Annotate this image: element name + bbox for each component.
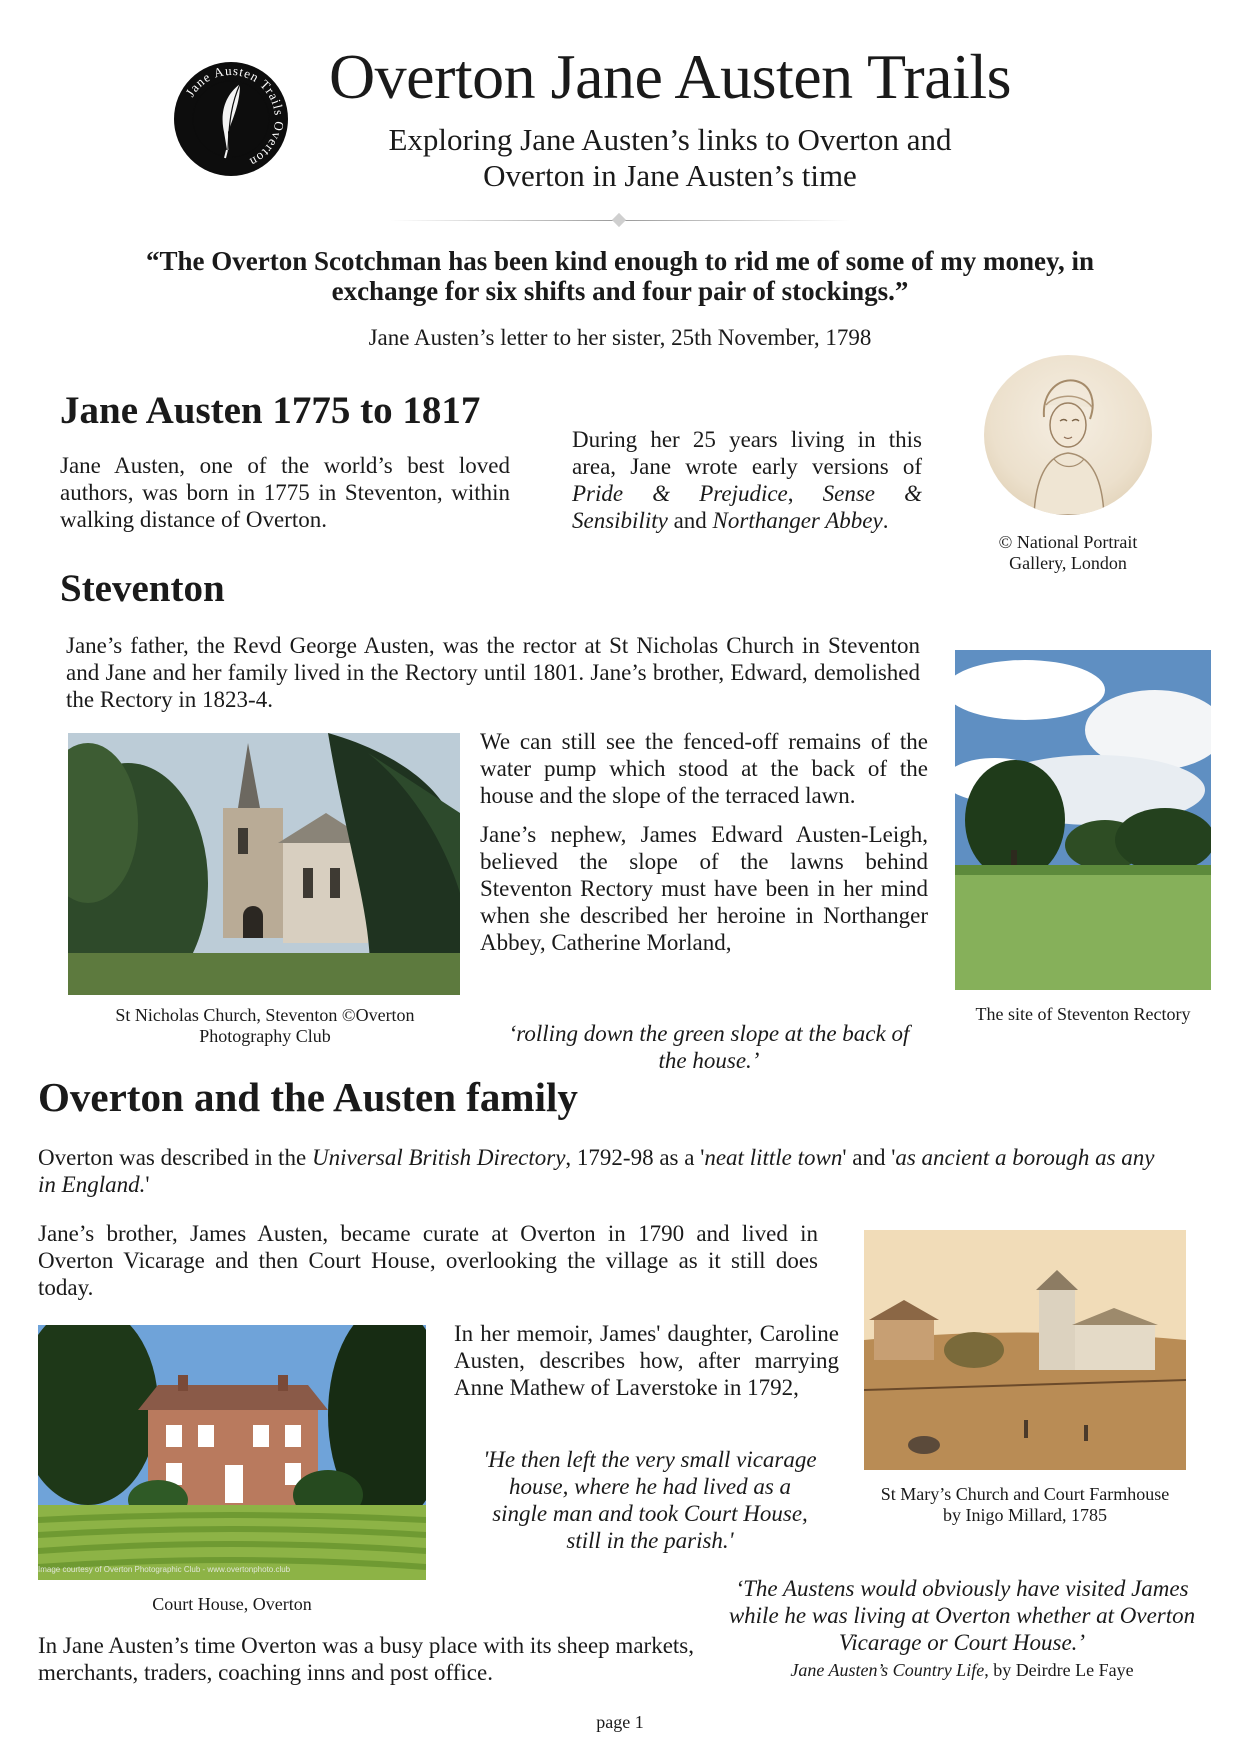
rectory-caption: The site of Steventon Rectory — [975, 1004, 1191, 1024]
busy-overton-paragraph: In Jane Austen’s time Overton was a busy place with its sheep markets, merchants, traders, coaching inns and post office. — [38, 1633, 694, 1685]
subtitle-line-1: Exploring Jane Austen’s links to Overton and — [388, 122, 952, 157]
le-faye-quote: ‘The Austens would obviously have visited James while he was living at Overton whether at Overton Vicarage or Court House.’ — [728, 1576, 1196, 1655]
le-faye-source — [722, 1660, 1202, 1681]
court-house-photo — [38, 1325, 426, 1580]
james-austen-paragraph: Jane’s brother, James Austen, became curate at Overton in 1790 and lived in Overton Vicarage and then Court House, overlooking the village as it still does today. — [38, 1221, 818, 1300]
st-nicholas-church-photo — [68, 733, 460, 995]
letter-quote-line-2: exchange for six shifts and four pair of stockings.” — [331, 276, 909, 306]
intro-text: ' — [145, 1172, 150, 1197]
neat-little-town-quote: neat little town — [704, 1145, 843, 1170]
divider-ornament — [612, 213, 626, 227]
page-subtitle — [290, 122, 1050, 194]
steventon-intro: Jane’s father, the Revd George Austen, was the rector at St Nicholas Church in Steventon and Jane and her family lived in the Rectory until 1801. Jane’s brother, Edward, demolished the Rectory in 1823-4. — [66, 633, 920, 712]
svg-text:Jane Austen Trails Overton: Jane Austen Trails Overton — [182, 62, 288, 171]
letter-quote — [100, 246, 1140, 306]
ancient-borough-quote: as ancient a borough as any in England. — [38, 1145, 1155, 1197]
work-northanger-abbey: Northanger Abbey — [712, 508, 883, 533]
court-house-photo-credit: Image courtesy of Overton Photographic Club - www.overtonphoto.club — [38, 1565, 291, 1574]
memoir-quote: 'He then left the very small vicarage house, where he had lived as a single man and took Court House, still in the parish.' — [483, 1447, 817, 1553]
work-pride-prejudice: Pride & Prejudice — [572, 481, 788, 506]
steventon-text-column — [480, 728, 928, 956]
portrait-caption-line-2: Gallery, London — [1009, 553, 1127, 573]
court-house-caption: Court House, Overton — [152, 1594, 312, 1614]
letter-quote-line-1: “The Overton Scotchman has been kind enough to rid me of some of my money, in — [145, 246, 1095, 276]
works-end: . — [882, 508, 889, 533]
church-caption — [80, 1005, 450, 1047]
works-separator: , — [787, 481, 823, 506]
intro-text: ' and ' — [842, 1145, 896, 1170]
country-life-title: Jane Austen’s Country Life — [790, 1660, 985, 1680]
painting-caption — [864, 1484, 1186, 1526]
austen-leigh-paragraph: Jane’s nephew, James Edward Austen-Leigh, believed the slope of the lawns behind Steventon Rectory must have been in her mind when she described her heroine in Northanger Abbey, Catherine Morland, — [480, 822, 928, 955]
jane-works-paragraph — [572, 426, 922, 534]
work-sense-sensibility: Sense & Sensibility — [572, 481, 922, 533]
painting-caption-line-1: St Mary’s Church and Court Farmhouse — [880, 1484, 1170, 1504]
overton-intro — [38, 1144, 1178, 1198]
le-faye-author: , by Deirdre Le Faye — [984, 1660, 1134, 1680]
painting-caption-line-2: by Inigo Millard, 1785 — [943, 1505, 1107, 1525]
heading-jane-austen: Jane Austen 1775 to 1817 — [60, 389, 481, 432]
logo-ring-text — [174, 62, 288, 176]
st-marys-church-painting — [864, 1230, 1186, 1470]
jane-birth-paragraph: Jane Austen, one of the world’s best loved authors, was born in 1775 in Steventon, within walking distance of Overton. — [60, 453, 510, 532]
water-pump-paragraph: We can still see the fenced-off remains of the water pump which stood at the back of the house and the slope of the terraced lawn. — [480, 729, 928, 808]
portrait-caption-line-1: © National Portrait — [998, 532, 1138, 552]
subtitle-line-2: Overton in Jane Austen’s time — [483, 158, 857, 193]
page-number: page 1 — [596, 1712, 644, 1732]
northanger-quote: ‘rolling down the green slope at the back of the house.’ — [508, 1021, 910, 1073]
page-title: Overton Jane Austen Trails — [328, 41, 1012, 112]
church-caption-line-2: Photography Club — [199, 1026, 331, 1046]
letter-quote-source: Jane Austen’s letter to her sister, 25th November, 1798 — [368, 325, 872, 350]
caroline-memoir-paragraph: In her memoir, James' daughter, Caroline Austen, describes how, after marrying Anne Mathew of Laverstoke in 1792, — [454, 1321, 839, 1400]
church-caption-line-1: St Nicholas Church, Steventon ©Overton — [115, 1005, 415, 1025]
intro-text: Overton was described in the — [38, 1145, 313, 1170]
works-intro: During her 25 years living in this area, Jane wrote early versions of — [572, 427, 922, 479]
intro-text: , 1792-98 as a ' — [565, 1145, 705, 1170]
heading-overton-austen-family: Overton and the Austen family — [38, 1074, 578, 1120]
portrait-caption — [960, 532, 1176, 574]
heading-steventon: Steventon — [60, 567, 225, 610]
jane-austen-portrait — [984, 355, 1152, 515]
works-separator: and — [667, 508, 713, 533]
steventon-rectory-site-photo — [955, 650, 1211, 990]
universal-british-directory: Universal British Directory — [312, 1145, 566, 1170]
